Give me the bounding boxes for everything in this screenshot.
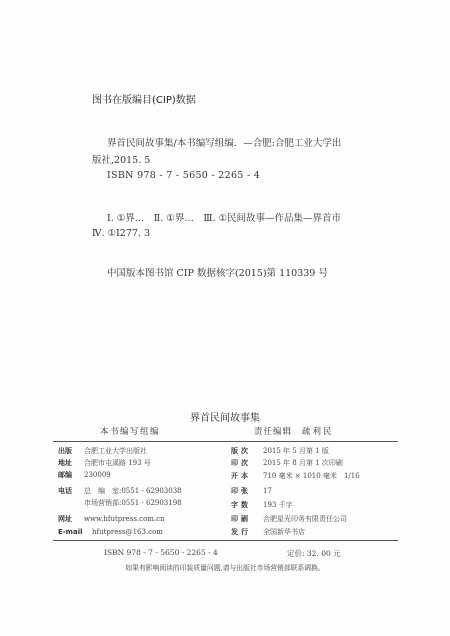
editor-name: 疏利民 <box>302 427 334 437</box>
info-row-postcode: 邮编 230009 <box>58 471 111 479</box>
info-row-phone: 电话 总 编 室:0551 - 62903038 <box>58 487 182 495</box>
cip-title-line: 界首民间故事集/本书编写组编．—合肥:合肥工业大学出 <box>107 138 342 149</box>
cip-record-number: 中国版本图书馆 CIP 数据核字(2015)第 110339 号 <box>107 268 328 279</box>
info-row-sheets: 印张 17 <box>231 487 272 495</box>
compiled-by: 本书编写组编 <box>100 427 161 437</box>
cip-isbn-line: ISBN 978 - 7 - 5650 - 2265 - 4 <box>107 170 261 181</box>
info-row-format: 开本 710 毫米 × 1010 毫米 1/16 <box>231 472 360 480</box>
info-row-wordcount: 字数 193 千字 <box>231 501 293 509</box>
price: 定价: 32. 00 元 <box>287 549 341 558</box>
cip-subject-line: Ⅰ. ①界… Ⅱ. ①界… Ⅲ. ①民间故事—作品集—界首市 <box>107 213 342 224</box>
cip-publisher-line: 版社,2015. 5 <box>92 155 151 166</box>
info-row-publisher: 出版 合肥工业大学出版社 <box>58 447 147 455</box>
info-row-address: 地址 合肥市屯溪路 193 号 <box>58 459 151 467</box>
table-top-rule <box>53 441 398 442</box>
responsible-editor <box>254 425 334 437</box>
editor-label: 责任编辑 <box>254 427 293 437</box>
info-row-phone-marketing: 市场营销部:0551 - 62903198 <box>84 499 182 507</box>
footer-isbn: ISBN 978 - 7 - 5650 - 2265 - 4 <box>104 548 218 557</box>
quality-notice: 如果有影响阅读的印装质量问题,请与出版社市场营销部联系调换。 <box>125 564 325 572</box>
info-row-printer: 印刷 合肥星光印务有限责任公司 <box>231 515 347 523</box>
info-row-printing: 印次 2015 年 8 月第 1 次印刷 <box>231 459 343 467</box>
info-row-website: 网址 www.hfutpress.com.cn <box>58 515 165 523</box>
info-row-edition: 版次 2015 年 5 月第 1 版 <box>231 447 329 455</box>
info-row-email: E-mail hfutpress@163.com <box>58 528 163 536</box>
cip-heading: 图书在版编目(CIP)数据 <box>92 95 196 106</box>
info-row-distributor: 发行 全国新华书店 <box>231 528 305 536</box>
cip-classification-line: Ⅳ. ①I277. 3 <box>92 228 151 239</box>
table-bottom-rule <box>53 540 398 541</box>
book-title: 界首民间故事集 <box>190 413 260 424</box>
